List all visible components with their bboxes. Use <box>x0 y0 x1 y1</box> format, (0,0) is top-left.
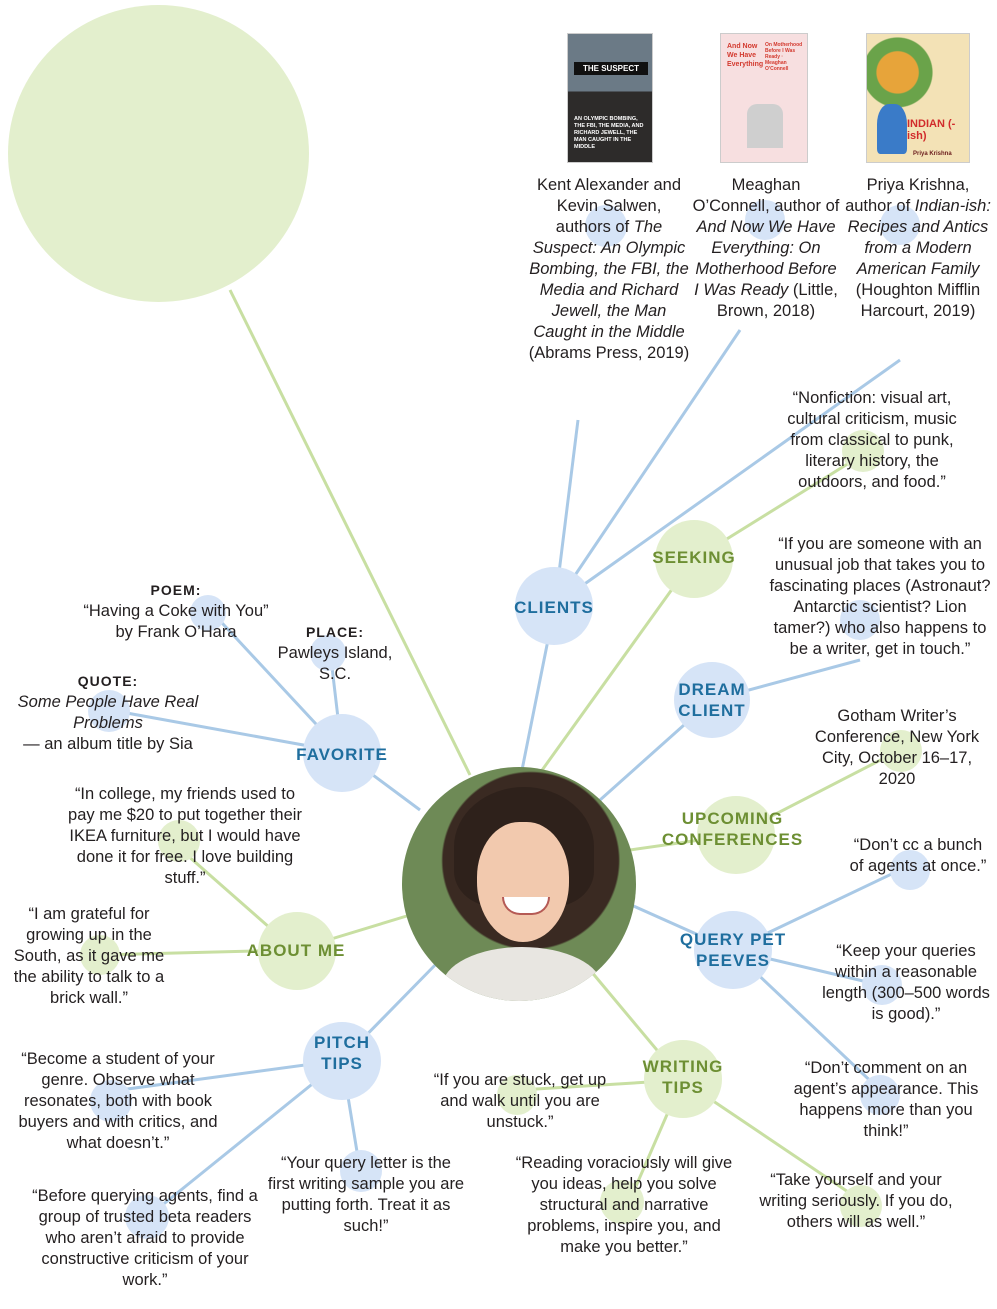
client-authors: Kent Alexander and Kevin Salwen, authors of <box>536 176 682 236</box>
pitch-tip-text: “Before querying agents, find a group of trusted beta readers who aren’t afraid to provide constructive criticism of your work.” <box>32 1187 258 1289</box>
book-cover-title: THE SUSPECT <box>574 62 648 75</box>
hub-label-line: WRITING <box>642 1057 724 1076</box>
hub-label-about-me: ABOUT ME <box>246 941 346 960</box>
client-publisher: (Little, Brown, 2018) <box>716 281 838 320</box>
hub-label-line: TIPS <box>662 1078 704 1097</box>
client-text-oconnell <box>691 175 841 322</box>
hub-label-pitch-tips <box>292 1032 392 1074</box>
hub-label-line: PEEVES <box>695 951 771 970</box>
favorite-quote-label: QUOTE: <box>77 673 139 689</box>
pitch-tip-text: “Become a student of your genre. Observe what resonates, both with book buyers and with critics, and what doesn’t.” <box>18 1050 218 1152</box>
hub-label-favorite: FAVORITE <box>296 745 388 764</box>
favorite-quote-title: Some People Have Real Problems <box>17 693 199 732</box>
favorite-place-value: Pawleys Island, S.C. <box>277 644 393 683</box>
photo-face <box>477 822 569 942</box>
decorative-circle <box>8 5 309 302</box>
book-cover-subtitle: On Motherhood Before I Was Ready · Meaghan O'Connell <box>765 42 803 72</box>
client-book-title: Indian-ish: Recipes and Antics from a Modern American Family <box>847 197 991 278</box>
favorite-place-label: PLACE: <box>305 624 365 640</box>
pet-peeve-text: “Keep your queries within a reasonable length (300–500 words is good).” <box>822 942 990 1023</box>
client-authors: Meaghan O’Connell, author of <box>692 176 840 215</box>
client-publisher: (Houghton Mifflin Harcourt, 2019) <box>855 281 981 320</box>
seeking-text: “Nonfiction: visual art, cultural criticism, music from classical to punk, literary history, the outdoors, and food.” <box>787 389 957 491</box>
favorite-place <box>270 622 400 685</box>
client-text-alexander-salwen <box>528 175 690 364</box>
pitch-tip-text: “Your query letter is the first writing sample you are putting forth. Treat it as such!” <box>267 1154 465 1235</box>
conference-text: Gotham Writer’s Conference, New York City, October 16–17, 2020 <box>814 707 980 788</box>
favorite-poem <box>78 580 274 643</box>
hub-label-writing-tips <box>630 1056 736 1098</box>
pet-peeve-text: “Don’t comment on an agent’s appearance. This happens more than you think!” <box>793 1059 979 1140</box>
dream-client-text: “If you are someone with an unusual job that takes you to fascinating places (Astronaut? Antarctic scientist? Lion tamer?) who also happens to be a writer, get in touch.” <box>769 535 991 658</box>
favorite-poem-label: POEM: <box>150 582 202 598</box>
writing-tip-text: “Take yourself and your writing seriously. If you do, others will as well.” <box>759 1171 953 1231</box>
pet-peeve-text: “Don’t cc a bunch of agents at once.” <box>849 836 987 875</box>
hub-label-clients: CLIENTS <box>514 598 594 617</box>
book-cover-illustration <box>877 104 907 154</box>
client-book-title: And Now We Have Everything: On Motherhood Before I Was Ready <box>694 218 837 299</box>
hub-label-line: CONFERENCES <box>661 830 804 849</box>
book-cover-subtitle: Priya Krishna <box>913 151 952 157</box>
book-cover-title: And Now We Have Everything <box>727 43 764 68</box>
book-cover-title: INDIAN (-ish) <box>907 118 956 142</box>
agent-photo <box>402 767 636 1001</box>
client-book-title: The Suspect: An Olympic Bombing, the FBI, the Media and Richard Jewell, the Man Caught in the Middle <box>529 218 689 341</box>
about-me-text: “I am grateful for growing up in the South, as it gave me the ability to talk to a brick wall.” <box>13 905 165 1007</box>
hub-label-line: PITCH <box>314 1033 370 1052</box>
photo-shirt <box>442 947 602 1001</box>
hub-label-dream-client <box>662 679 762 721</box>
book-cover-photo <box>747 104 783 148</box>
favorite-quote <box>8 671 208 755</box>
writing-tip-text: “Reading voraciously will give you ideas, help you solve structural and narrative problems, inspire you, and make you better.” <box>515 1154 733 1256</box>
book-cover-and-now-we-have-everything <box>720 33 808 163</box>
hub-label-line: DREAM <box>678 680 746 699</box>
book-cover-indian-ish <box>866 33 970 163</box>
hub-label-seeking: SEEKING <box>652 548 736 567</box>
hub-label-upcoming <box>660 808 805 850</box>
hub-label-line: TIPS <box>321 1054 363 1073</box>
hub-label-line: QUERY PET <box>679 930 787 949</box>
favorite-poem-value: “Having a Coke with You” by Frank O’Hara <box>83 602 269 641</box>
hub-label-line: UPCOMING <box>681 809 784 828</box>
writing-tip-text: “If you are stuck, get up and walk until you are unstuck.” <box>433 1071 607 1131</box>
book-cover-the-suspect <box>567 33 653 163</box>
client-text-krishna <box>842 175 994 322</box>
hub-label-pet-peeves <box>672 929 794 971</box>
about-me-text: “In college, my friends used to pay me $20 to put together their IKEA furniture, but I would have done it for free. I love building stuff.” <box>68 785 302 887</box>
client-authors: Priya Krishna, author of <box>845 176 970 215</box>
client-publisher: (Abrams Press, 2019) <box>528 344 690 362</box>
favorite-quote-attribution: — an album title by Sia <box>23 735 193 753</box>
hub-label-line: CLIENT <box>678 701 746 720</box>
book-cover-subtitle: AN OLYMPIC BOMBING, THE FBI, THE MEDIA, AND RICHARD JEWELL, THE MAN CAUGHT IN THE MIDDLE <box>574 116 644 150</box>
